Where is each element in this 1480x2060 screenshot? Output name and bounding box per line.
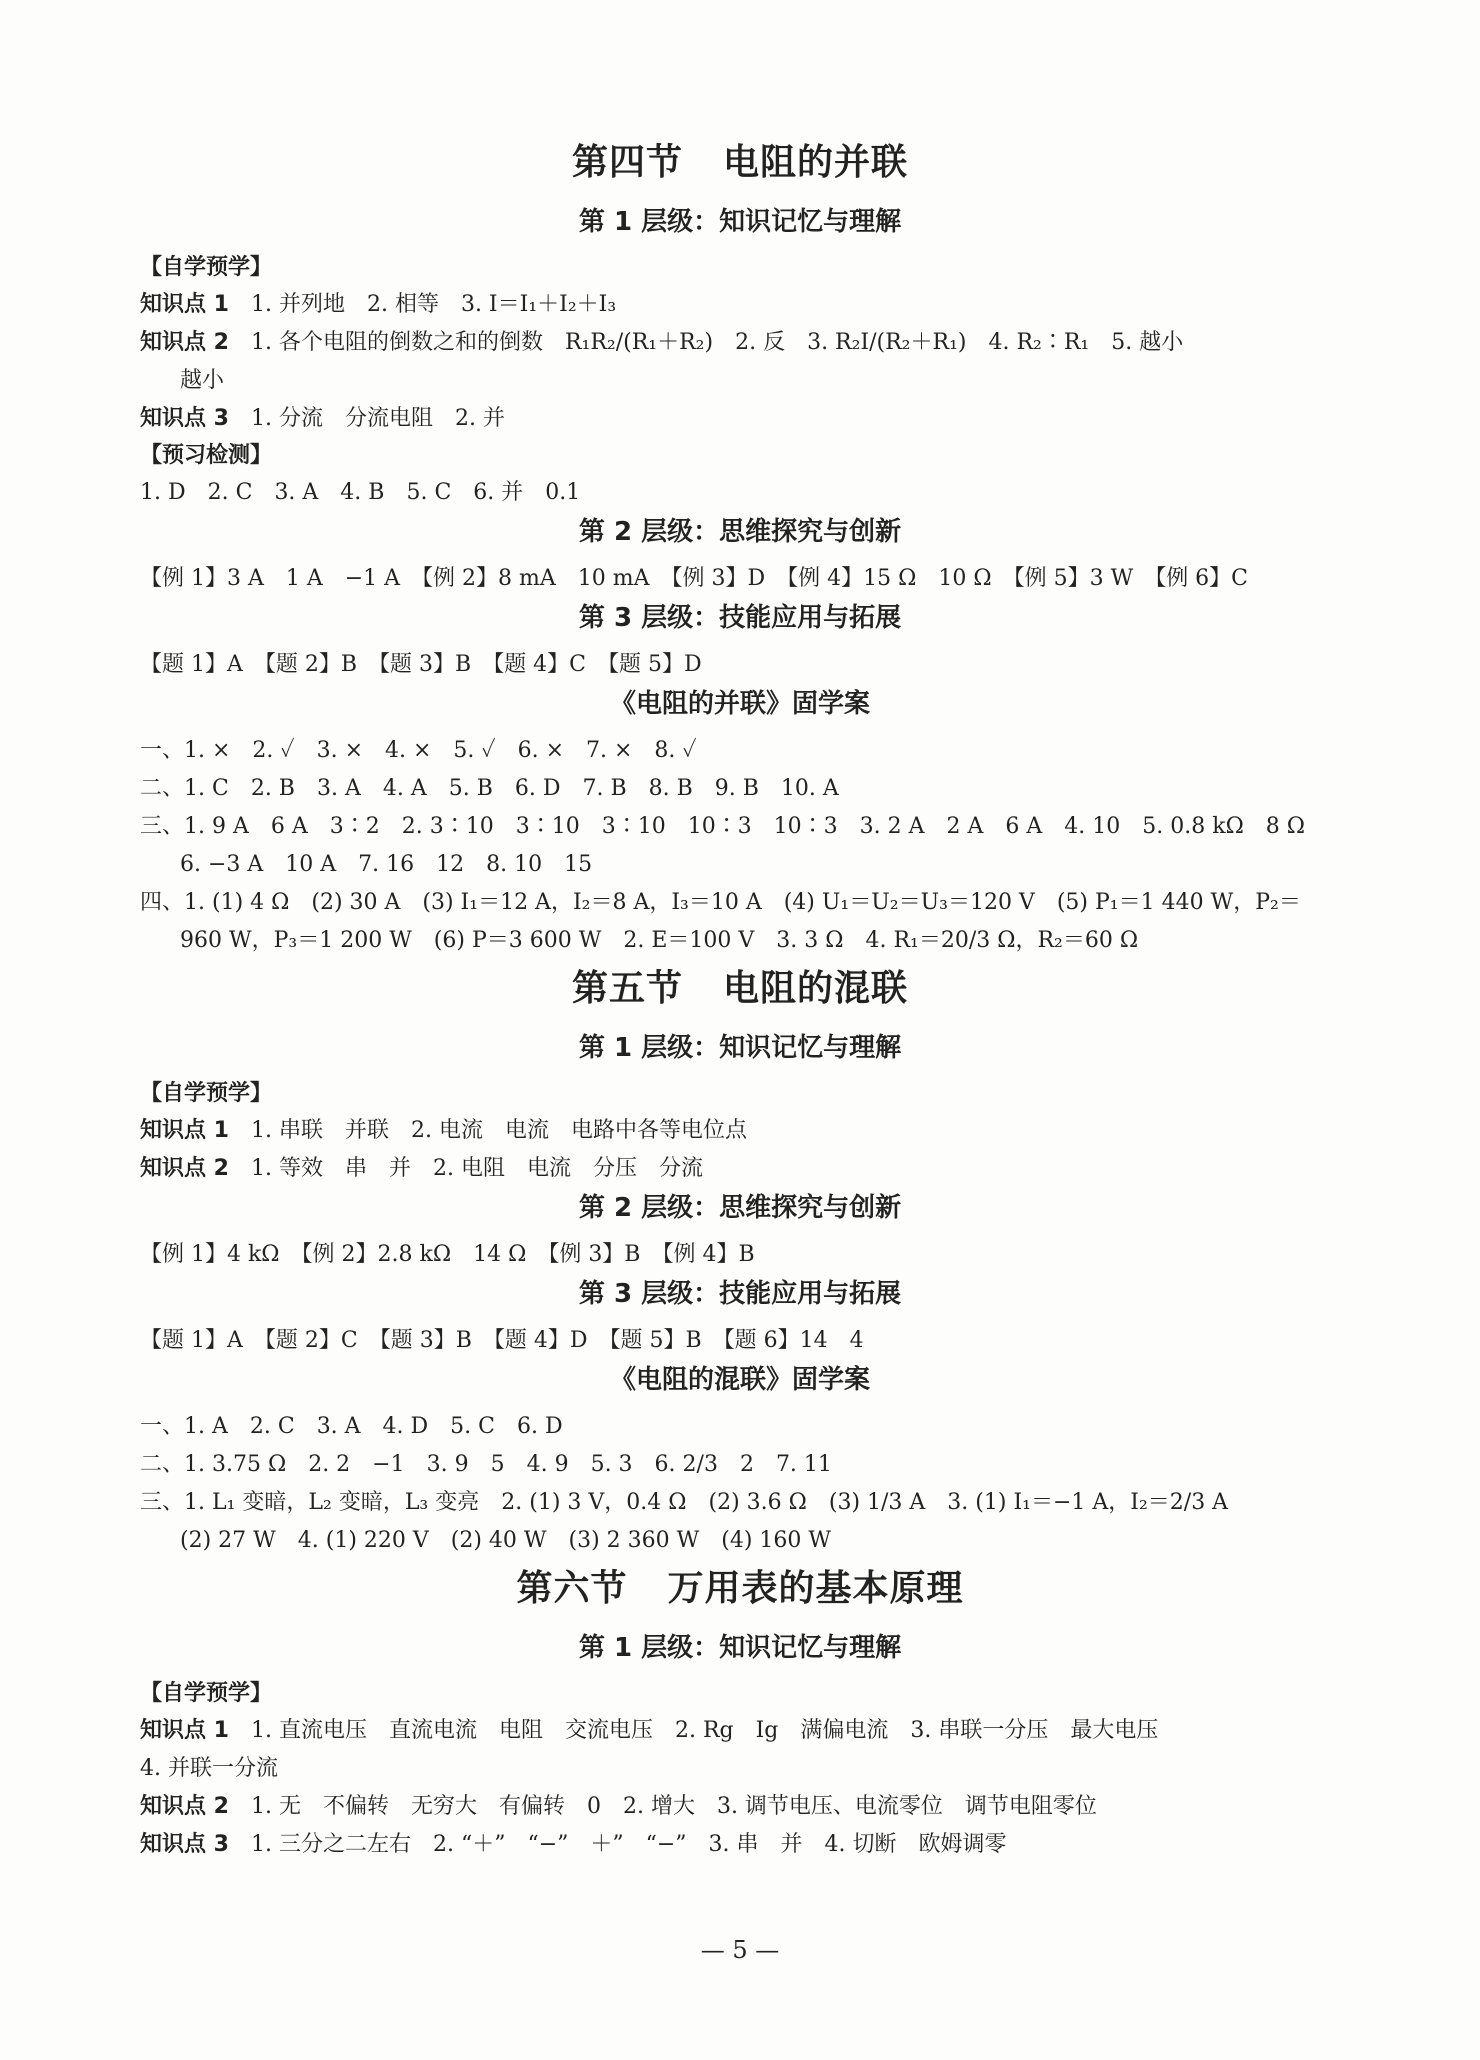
s5-knowledge-2: [140, 1150, 1340, 1188]
s4-preview-answers: 1. D 2. C 3. A 4. B 5. C 6. 并 0.1: [140, 480, 581, 505]
s4-k2-label: 知识点 2: [140, 330, 229, 355]
s4-k1-text: 1. 并列地 2. 相等 3. I＝I₁＋I₂＋I₃: [250, 292, 617, 317]
s5-level2-answers: 【例 1】4 kΩ 【例 2】2.8 kΩ 14 Ω 【例 3】B 【例 4】B: [140, 1242, 755, 1267]
section-4-title: [140, 140, 1340, 186]
s4-level2-answers: 【例 1】3 A 1 A −1 A 【例 2】8 mA 10 mA 【例 3】D 【例 4】15 Ω 10 Ω 【例 5】3 W 【例 6】C: [140, 566, 1249, 591]
s4-preview-check-heading: 【预习检测】: [140, 443, 273, 468]
s4-knowledge-1: [140, 286, 1340, 324]
s5-level2-title: 第 2 层级：思维探究与创新: [578, 1193, 902, 1223]
s6-self-study-heading: 【自学预学】: [140, 1681, 273, 1706]
s5-consolidate-part-3-cont: (2) 27 W 4. (1) 220 V (2) 40 W (3) 2 360 W (4) 160 W: [180, 1528, 832, 1553]
s5-level3-answers: 【题 1】A 【题 2】C 【题 3】B 【题 4】D 【题 5】B 【题 6】14 4: [140, 1328, 864, 1353]
s4-k2-text: 1. 各个电阻的倒数之和的倒数 R₁R₂/(R₁＋R₂) 2. 反 3. R₂I/(R₂＋R₁) 4. R₂∶R₁ 5. 越小: [250, 330, 1184, 355]
s4-consolidate-part-3-cont: 6. −3 A 10 A 7. 16 12 8. 10 15: [180, 852, 593, 877]
s4-consolidate-part-1: 一、1. × 2. ✓ 3. × 4. × 5. ✓ 6. × 7. × 8. ✓: [140, 738, 697, 763]
s5-self-study-heading: 【自学预学】: [140, 1081, 273, 1106]
s5-consolidate-title: 《电阻的混联》固学案: [609, 1365, 870, 1395]
s4-level1-title: 第 1 层级：知识记忆与理解: [578, 207, 902, 237]
s4-k3-label: 知识点 3: [140, 406, 229, 431]
s5-knowledge-1: [140, 1112, 1340, 1150]
section-5-title-topic: 电阻的混联: [723, 968, 909, 1009]
s4-level3-answers: 【题 1】A 【题 2】B 【题 3】B 【题 4】C 【题 5】D: [140, 652, 702, 677]
s6-knowledge-1-cont: 4. 并联一分流: [140, 1756, 278, 1781]
s6-k3-text: 1. 三分之二左右 2. “＋” “−” ＋” “−” 3. 串 并 4. 切断 欧姆调零: [250, 1832, 1007, 1857]
section-6-title-number: 第六节: [516, 1568, 628, 1609]
s5-k1-label: 知识点 1: [140, 1118, 229, 1143]
s4-knowledge-2: [140, 324, 1340, 362]
s6-knowledge-2: [140, 1788, 1340, 1826]
s6-k3-label: 知识点 3: [140, 1832, 229, 1857]
s5-level1-title: 第 1 层级：知识记忆与理解: [578, 1033, 902, 1063]
s6-knowledge-3: [140, 1826, 1340, 1864]
s5-consolidate-part-3: 三、1. L₁ 变暗，L₂ 变暗，L₃ 变亮 2. (1) 3 V，0.4 Ω (2) 3.6 Ω (3) 1/3 A 3. (1) I₁＝−1 A，I₂＝2/3 A: [140, 1490, 1229, 1515]
section-5-title: [140, 966, 1340, 1012]
s4-consolidate-part-2: 二、1. C 2. B 3. A 4. A 5. B 6. D 7. B 8. B 9. B 10. A: [140, 776, 839, 801]
s4-knowledge-3: [140, 400, 1340, 438]
section-4-title-topic: 电阻的并联: [723, 142, 909, 183]
s6-k2-text: 1. 无 不偏转 无穷大 有偏转 0 2. 增大 3. 调节电压、电流零位 调节电阻零位: [250, 1794, 1097, 1819]
s6-level1-title: 第 1 层级：知识记忆与理解: [578, 1633, 902, 1663]
s4-self-study-heading: 【自学预学】: [140, 255, 273, 280]
section-6-title: [140, 1566, 1340, 1612]
s4-consolidate-title: 《电阻的并联》固学案: [609, 689, 870, 719]
s4-k1-label: 知识点 1: [140, 292, 229, 317]
s6-k1-text: 1. 直流电压 直流电流 电阻 交流电压 2. Rg Ig 满偏电流 3. 串联一分压 最大电压: [250, 1718, 1159, 1743]
s5-k2-label: 知识点 2: [140, 1156, 229, 1181]
s4-k3-text: 1. 分流 分流电阻 2. 并: [250, 406, 505, 431]
s5-k2-text: 1. 等效 串 并 2. 电阻 电流 分压 分流: [250, 1156, 703, 1181]
s4-consolidate-part-4: 四、1. (1) 4 Ω (2) 30 A (3) I₁＝12 A，I₂＝8 A，I₃＝10 A (4) U₁＝U₂＝U₃＝120 V (5) P₁＝1 440 W，P₂＝: [140, 890, 1301, 915]
s4-level2-title: 第 2 层级：思维探究与创新: [578, 517, 902, 547]
s6-k2-label: 知识点 2: [140, 1794, 229, 1819]
s4-consolidate-part-3: 三、1. 9 A 6 A 3∶2 2. 3∶10 3∶10 3∶10 10∶3 10∶3 3. 2 A 2 A 6 A 4. 10 5. 0.8 kΩ 8 Ω: [140, 814, 1306, 839]
s5-k1-text: 1. 串联 并联 2. 电流 电流 电路中各等电位点: [250, 1118, 747, 1143]
s6-k1-label: 知识点 1: [140, 1718, 229, 1743]
section-6-title-topic: 万用表的基本原理: [667, 1568, 964, 1609]
section-4-title-number: 第四节: [571, 142, 683, 183]
s4-knowledge-2-cont: 越小: [180, 368, 225, 393]
page-number: — 5 —: [700, 1936, 780, 1964]
s5-consolidate-part-2: 二、1. 3.75 Ω 2. 2 −1 3. 9 5 4. 9 5. 3 6. 2/3 2 7. 11: [140, 1452, 832, 1477]
s5-level3-title: 第 3 层级：技能应用与拓展: [578, 1279, 902, 1309]
section-5-title-number: 第五节: [571, 968, 683, 1009]
s4-consolidate-part-4-cont: 960 W，P₃＝1 200 W (6) P＝3 600 W 2. E＝100 V 3. 3 Ω 4. R₁＝20/3 Ω，R₂＝60 Ω: [180, 928, 1139, 953]
s5-consolidate-part-1: 一、1. A 2. C 3. A 4. D 5. C 6. D: [140, 1414, 563, 1439]
s4-level3-title: 第 3 层级：技能应用与拓展: [578, 603, 902, 633]
s6-knowledge-1: [140, 1712, 1340, 1750]
